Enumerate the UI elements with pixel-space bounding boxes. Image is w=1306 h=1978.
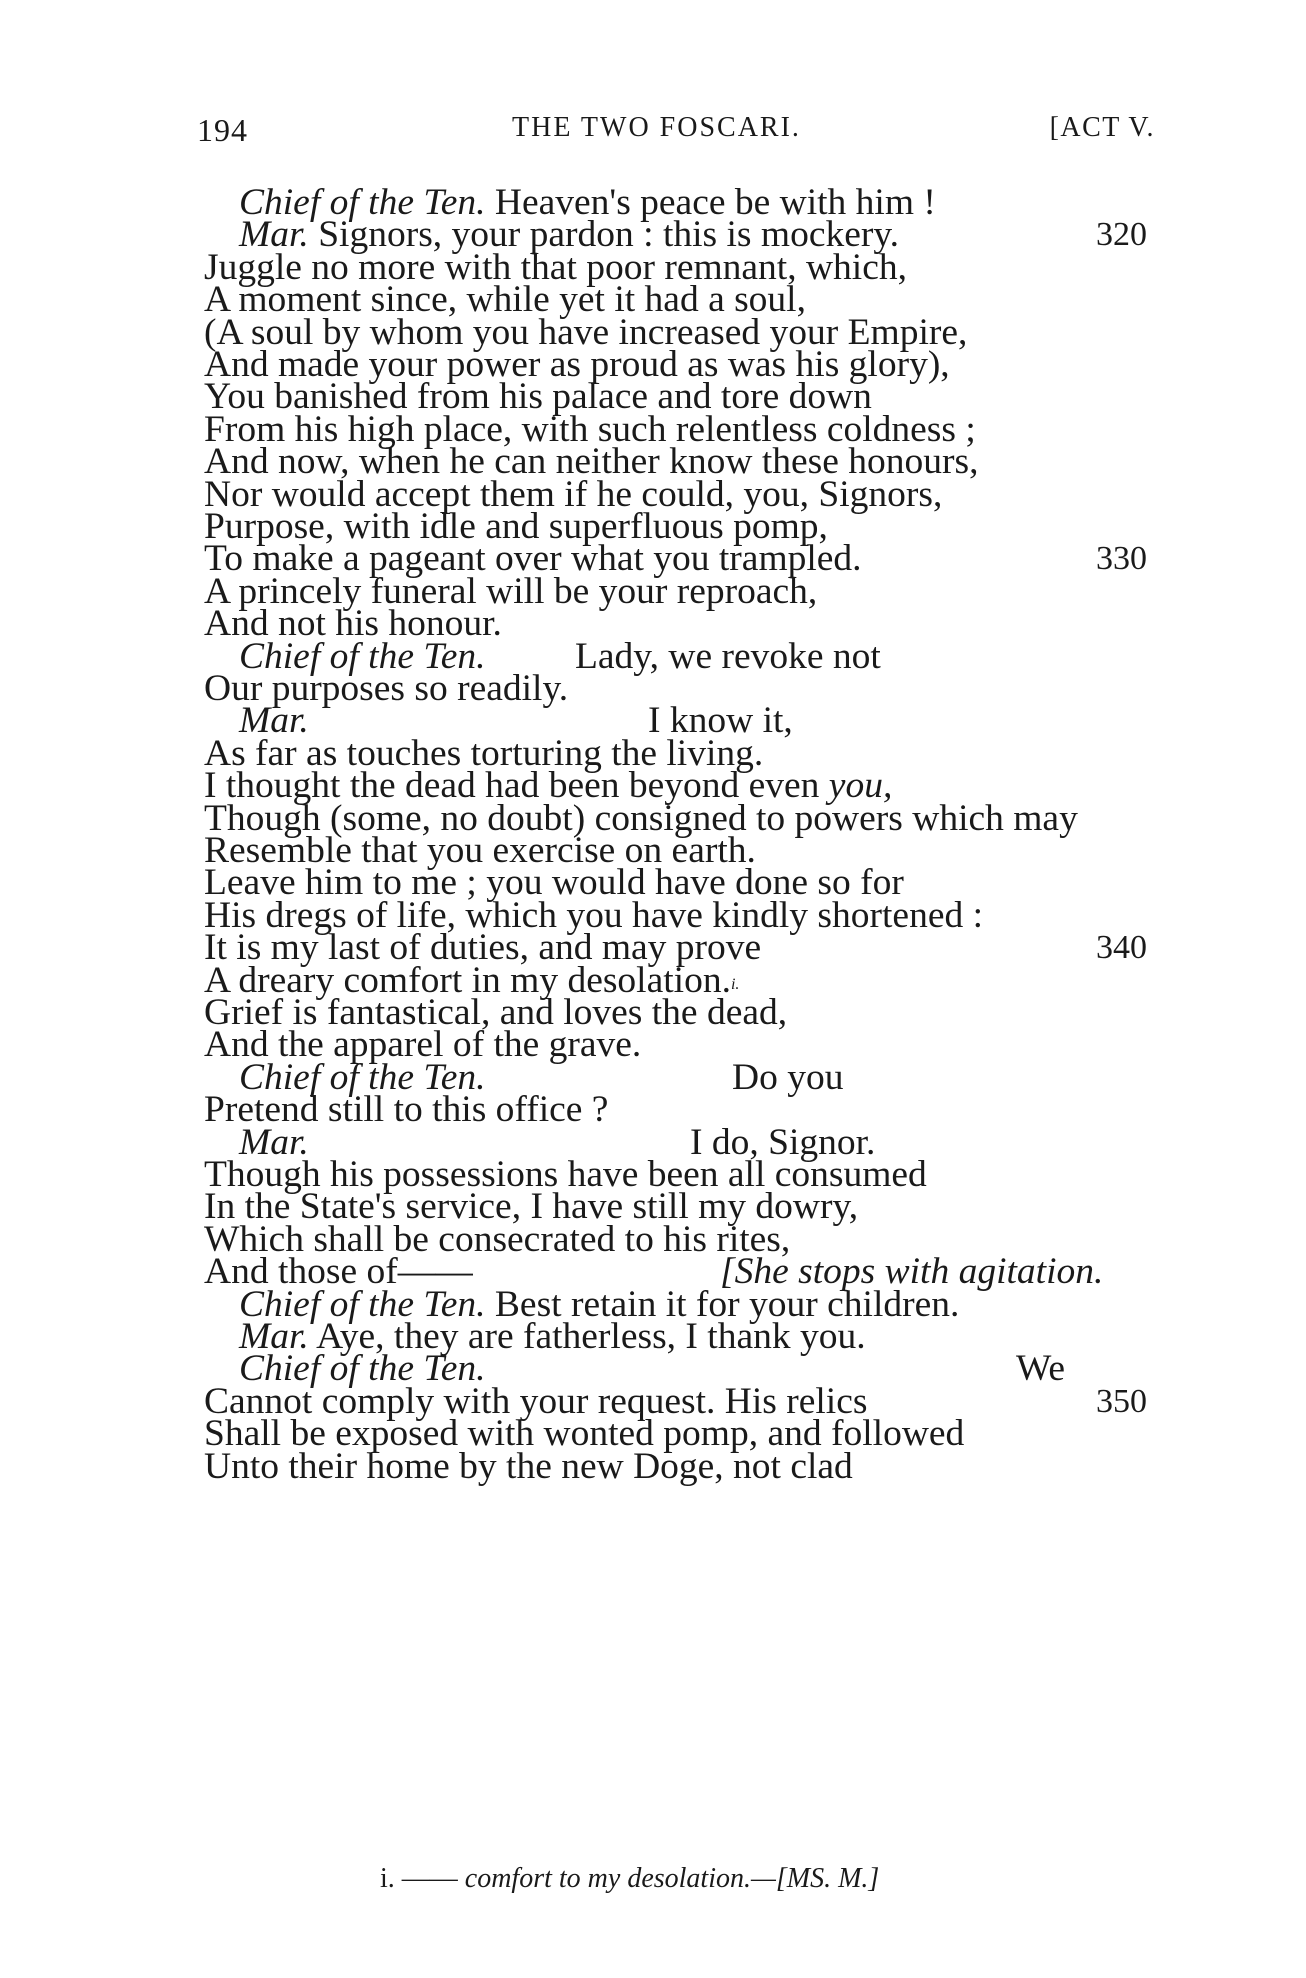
line-text: Grief is fantastical, and loves the dead, (204, 992, 788, 1033)
line-text: I do, Signor. (690, 1121, 876, 1163)
line-text: Signors, your pardon : this is mockery. (308, 214, 900, 256)
line-text: A moment since, while yet it had a soul, (204, 279, 806, 321)
verse-line (0, 1446, 1306, 1487)
line-text: Nor would accept them if he could, you, Signors, (204, 473, 943, 515)
line-text: And made your power as proud as was his glory), (204, 344, 950, 385)
line-text: In the State's service, I have still my dowry, (204, 1186, 859, 1228)
line-text: To make a pageant over what you trampled. (204, 538, 862, 580)
line-text: Cannot comply with your request. His relics (204, 1380, 868, 1422)
line-text: Though his possessions have been all consumed (204, 1154, 927, 1195)
act-label: [ACT V. (1049, 112, 1155, 143)
line-text: I thought the dead had been beyond even (204, 765, 829, 807)
line-text: (A soul by whom you have increased your Empire, (204, 311, 968, 353)
line-number: 330 (1096, 540, 1147, 578)
line-text: We (1016, 1348, 1066, 1390)
footnote-reference: i. (730, 975, 740, 993)
page-number: 194 (197, 112, 248, 148)
line-text: I know it, (648, 700, 793, 742)
speaker-name: Chief of the Ten. (239, 1283, 486, 1325)
footnote-source: —[MS. M.] (750, 1863, 880, 1894)
line-text: Aye, they are fatherless, I thank you. (308, 1316, 866, 1357)
line-number: 350 (1096, 1382, 1147, 1420)
line-text: And now, when he can neither know these honours, (204, 441, 979, 483)
footnote-marker: i. (380, 1863, 395, 1894)
line-text: And not his honour. (204, 603, 502, 645)
speaker-name: Mar. (239, 214, 309, 256)
footnote-dash: —— (394, 1863, 465, 1894)
line-text: Lady, we revoke not (575, 635, 881, 677)
line-text: Which shall be consecrated to his rites, (204, 1218, 791, 1260)
line-text-block (204, 1446, 853, 1487)
line-text: A princely funeral will be your reproach, (204, 570, 818, 612)
line-text: You banished from his palace and tore down (204, 376, 872, 418)
line-text: Leave him to me ; you would have done so for (204, 862, 904, 904)
line-text: And the apparel of the grave. (204, 1024, 642, 1066)
line-text: Shall be exposed with wonted pomp, and followed (204, 1413, 965, 1455)
line-text: From his high place, with such relentless coldness ; (204, 408, 976, 450)
line-text: His dregs of life, which you have kindly shortened : (204, 894, 984, 936)
line-text: Pretend still to this office ? (204, 1089, 609, 1131)
speaker-name: Chief of the Ten. (239, 182, 486, 223)
line-text: Resemble that you exercise on earth. (204, 830, 756, 871)
speaker-name: Chief of the Ten. (239, 1348, 486, 1390)
line-text: And those of—— (204, 1251, 473, 1293)
speaker-name: Mar. (239, 700, 309, 742)
line-text: Best retain it for your children. (485, 1283, 960, 1325)
italic-word: you, (828, 765, 893, 807)
line-text: A dreary comfort in my desolation. (204, 959, 731, 1001)
footnote-text: comfort to my desolation. (464, 1863, 751, 1894)
line-text: Juggle no more with that poor remnant, which, (204, 246, 907, 288)
page-header (197, 112, 1155, 152)
line-text: Heaven's peace be with him ! (485, 182, 936, 223)
running-title: THE TWO FOSCARI. (512, 112, 801, 143)
speaker-name: Mar. (239, 1121, 309, 1163)
line-number: 320 (1096, 216, 1147, 254)
line-text: Our purposes so readily. (204, 668, 569, 709)
speaker-name: Chief of the Ten. (239, 1056, 486, 1098)
line-text: It is my last of duties, and may prove (204, 927, 762, 969)
speaker-name: Chief of the Ten. (239, 635, 486, 677)
footnote (380, 1863, 879, 1895)
line-text: As far as touches torturing the living. (204, 732, 764, 774)
line-text: Do you (732, 1056, 844, 1098)
line-text: Unto their home by the new Doge, not clad (204, 1445, 853, 1487)
stage-direction: [She stops with agitation. (720, 1251, 1104, 1293)
line-text: Though (some, no doubt) consigned to powers which may (204, 797, 1078, 839)
line-number: 340 (1096, 929, 1147, 967)
speaker-name: Mar. (239, 1316, 309, 1357)
line-text: Purpose, with idle and superfluous pomp, (204, 506, 828, 547)
